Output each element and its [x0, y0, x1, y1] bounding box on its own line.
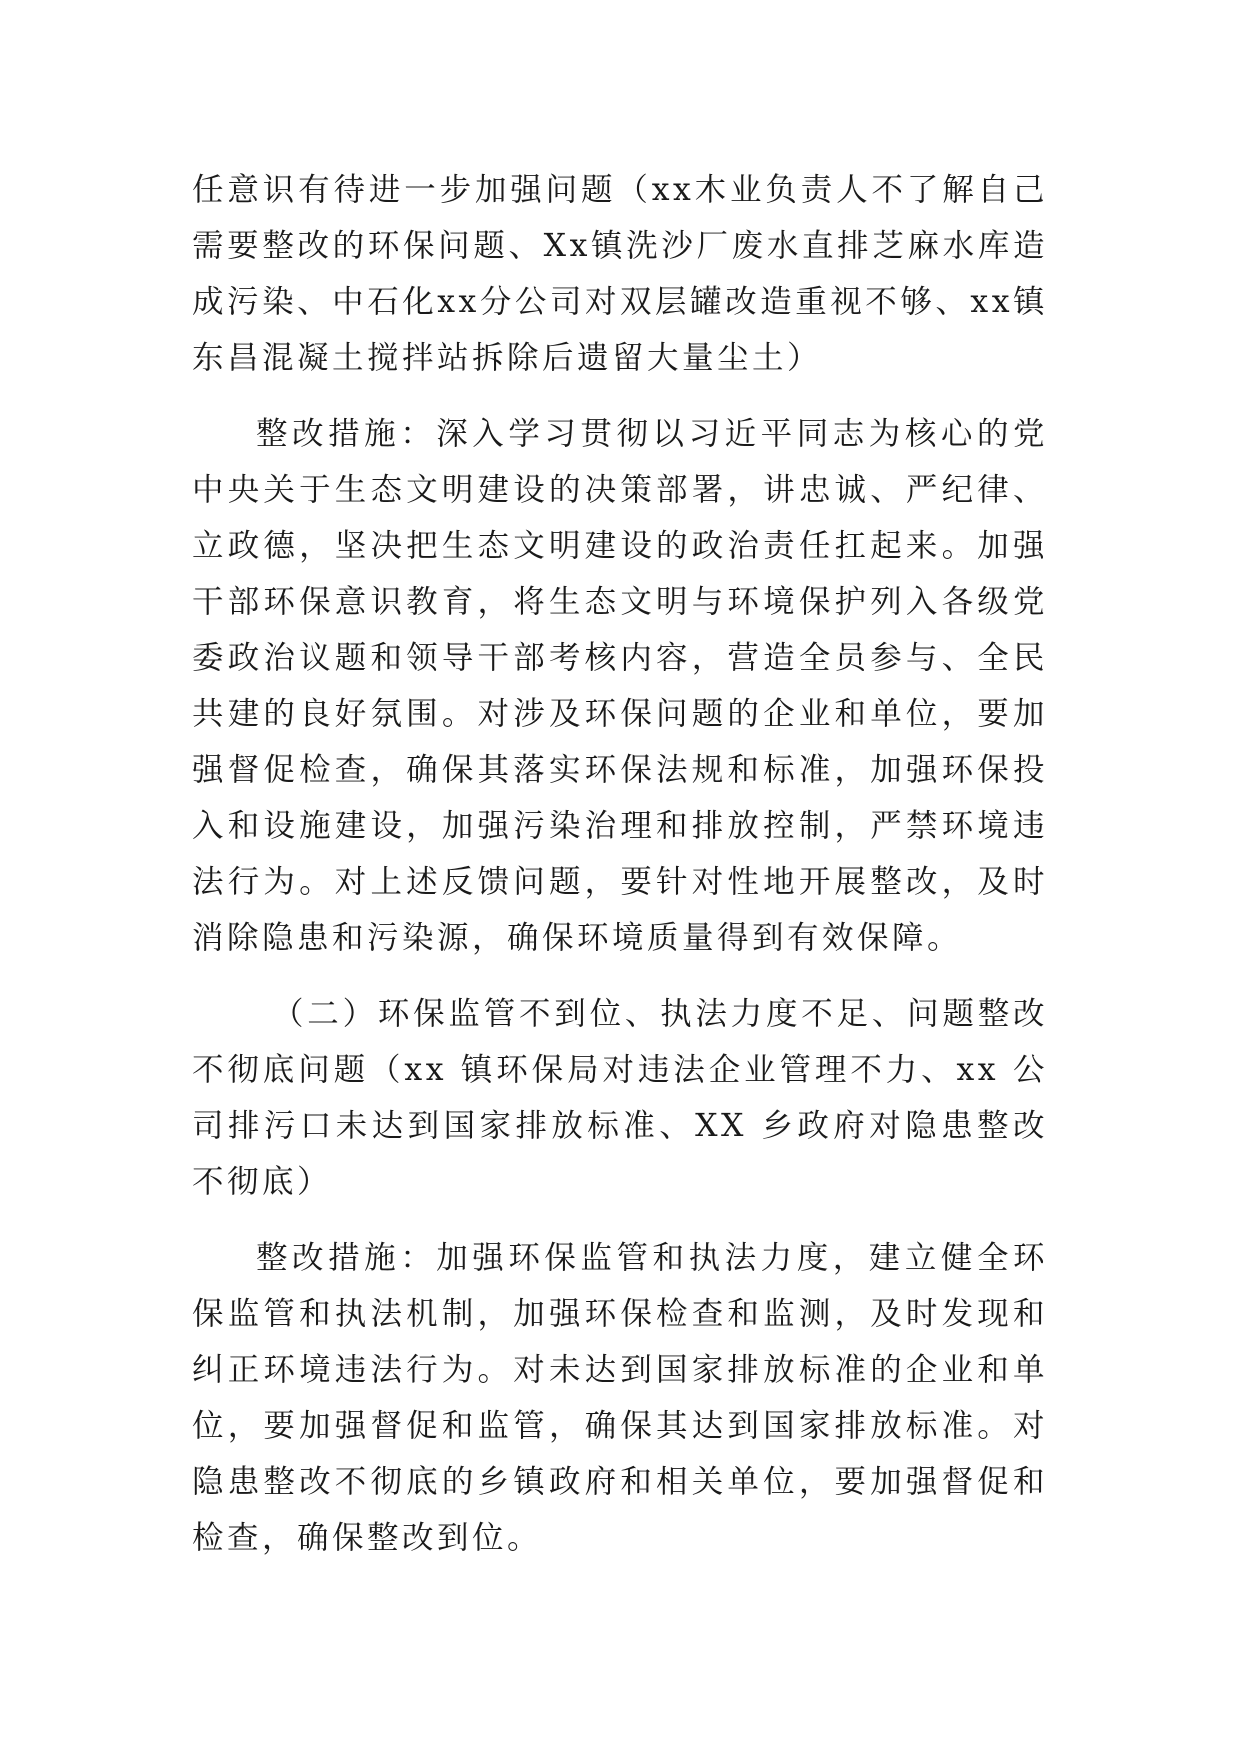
paragraph-measures-2: 整改措施：加强环保监管和执法力度，建立健全环保监管和执法机制，加强环保检查和监测，及时发现和纠正环境违法行为。对未达到国家排放标准的企业和单位，要加强督促和监管，确保其达到国家排放标准。对隐患整改不彻底的乡镇政府和相关单位，要加强督促和检查，确保整改到位。	[192, 1240, 1048, 1556]
paragraph-issue-2-heading: （二）环保监管不到位、执法力度不足、问题整改不彻底问题（xx 镇环保局对违法企业管理不力、xx 公司排污口未达到国家排放标准、XX 乡政府对隐患整改不彻底）	[192, 996, 1048, 1200]
paragraph-measures-1: 整改措施：深入学习贯彻以习近平同志为核心的党中央关于生态文明建设的决策部署，讲忠诚、严纪律、立政德，坚决把生态文明建设的政治责任扛起来。加强干部环保意识教育，将生态文明与环境保护列入各级党委政治议题和领导干部考核内容，营造全员参与、全民共建的良好氛围。对涉及环保问题的企业和单位，要加强督促检查，确保其落实环保法规和标准，加强环保投入和设施建设，加强污染治理和排放控制，严禁环境违法行为。对上述反馈问题，要针对性地开展整改，及时消除隐患和污染源，确保环境质量得到有效保障。	[192, 416, 1048, 956]
paragraph-issue-1-continuation: 任意识有待进一步加强问题（xx木业负责人不了解自己需要整改的环保问题、Xx镇洗沙厂废水直排芝麻水库造成污染、中石化xx分公司对双层罐改造重视不够、xx镇东昌混凝土搅拌站拆除后遗留大量尘土）	[192, 172, 1048, 376]
document-body	[192, 162, 1048, 1566]
